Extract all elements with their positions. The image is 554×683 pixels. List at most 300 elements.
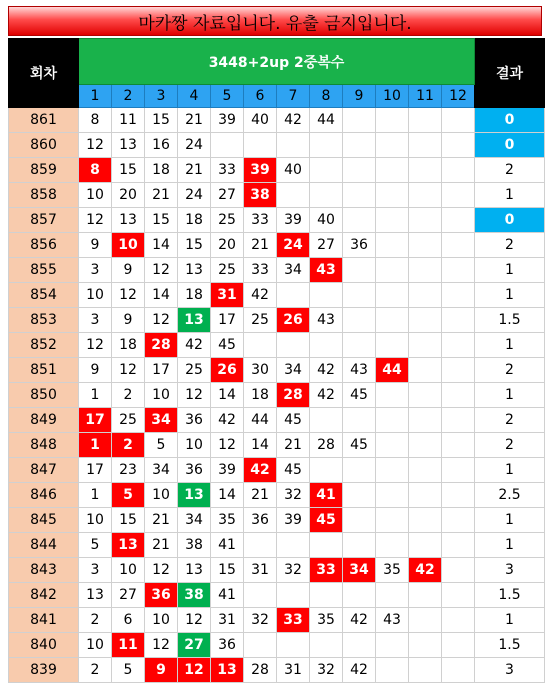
number-cell: 42 [310,358,343,383]
round-cell: 861 [9,108,79,133]
table-row [9,383,545,408]
number-cell: 14 [211,383,244,408]
number-cell [310,408,343,433]
number-cell [442,183,475,208]
number-cell: 25 [211,258,244,283]
number-cell: 10 [79,633,112,658]
number-cell [376,433,409,458]
number-cell: 44 [244,408,277,433]
number-cell: 12 [79,333,112,358]
number-cell: 35 [211,508,244,533]
result-cell: 1.5 [475,583,545,608]
number-cell: 13 [112,208,145,233]
table-row [9,133,545,158]
hit-number-cell: 28 [145,333,178,358]
number-cell [409,158,442,183]
number-cell: 12 [145,558,178,583]
result-cell: 1.5 [475,633,545,658]
hit-number-cell: 43 [310,258,343,283]
number-cell [409,483,442,508]
number-cell [442,508,475,533]
number-cell: 42 [343,658,376,683]
number-cell [244,533,277,558]
number-cell: 10 [112,558,145,583]
number-cell: 44 [310,108,343,133]
number-cell [310,333,343,358]
number-cell: 40 [277,158,310,183]
number-cell [343,408,376,433]
number-cell [343,283,376,308]
table-body [9,108,545,683]
number-cell [409,508,442,533]
table-row [9,233,545,258]
number-cell [409,108,442,133]
number-cell [343,208,376,233]
number-cell: 43 [310,308,343,333]
number-cell [442,133,475,158]
hit-number-cell: 9 [145,658,178,683]
number-cell: 16 [145,133,178,158]
number-cell: 15 [112,508,145,533]
number-cell [277,633,310,658]
number-cell: 18 [145,158,178,183]
number-cell: 9 [79,233,112,258]
hit-number-cell: 28 [277,383,310,408]
number-cell: 15 [145,208,178,233]
number-cell: 36 [178,408,211,433]
column-header: 9 [343,85,376,108]
hit-number-cell: 1 [79,433,112,458]
hit-number-cell: 44 [376,358,409,383]
number-cell: 13 [79,583,112,608]
result-cell: 1 [475,258,545,283]
hit-number-cell: 13 [112,533,145,558]
number-cell: 33 [211,158,244,183]
column-header: 12 [442,85,475,108]
number-cell [409,533,442,558]
number-cell: 25 [211,208,244,233]
number-cell [310,183,343,208]
number-cell: 20 [112,183,145,208]
number-cell: 9 [79,358,112,383]
round-cell: 856 [9,233,79,258]
number-cell: 32 [277,483,310,508]
hit-number-cell: 17 [79,408,112,433]
column-header: 7 [277,85,310,108]
round-cell: 850 [9,383,79,408]
number-cell: 12 [178,383,211,408]
number-cell [409,433,442,458]
table-row [9,558,545,583]
number-cell: 45 [277,458,310,483]
round-cell: 844 [9,533,79,558]
number-cell [310,583,343,608]
number-cell: 24 [178,183,211,208]
column-header: 8 [310,85,343,108]
number-cell: 43 [343,358,376,383]
number-cell: 14 [145,283,178,308]
round-cell: 859 [9,158,79,183]
number-cell: 21 [277,433,310,458]
result-cell: 1 [475,508,545,533]
number-cell [442,108,475,133]
result-cell: 0 [475,208,545,233]
number-cell: 32 [277,558,310,583]
result-cell: 2 [475,433,545,458]
number-cell [409,408,442,433]
number-cell: 10 [79,183,112,208]
number-cell [442,633,475,658]
result-cell: 2 [475,158,545,183]
number-cell [409,358,442,383]
number-cell [244,133,277,158]
number-cell: 32 [244,608,277,633]
number-cell: 5 [112,658,145,683]
number-cell [376,583,409,608]
number-cell: 40 [244,108,277,133]
number-cell: 25 [244,308,277,333]
number-cell [442,233,475,258]
number-cell: 36 [343,233,376,258]
number-cell: 39 [277,508,310,533]
number-cell: 40 [310,208,343,233]
number-cell: 25 [112,408,145,433]
number-cell: 21 [145,533,178,558]
number-cell: 42 [244,283,277,308]
hit-number-cell: 2 [112,433,145,458]
warning-banner: 마카짱 자료입니다. 유출 금지입니다. [8,6,542,36]
result-header: 결과 [475,39,545,108]
number-cell: 17 [79,458,112,483]
number-cell: 14 [145,233,178,258]
number-cell [376,233,409,258]
number-cell: 14 [211,483,244,508]
number-cell: 9 [112,258,145,283]
number-cell [310,283,343,308]
number-cell [442,308,475,333]
number-cell: 9 [112,308,145,333]
number-cell: 10 [79,283,112,308]
number-cell: 10 [145,608,178,633]
number-cell: 5 [145,433,178,458]
number-cell: 21 [145,183,178,208]
result-cell: 1 [475,383,545,408]
table-row [9,258,545,283]
round-cell: 851 [9,358,79,383]
number-cell: 1 [79,483,112,508]
number-cell: 34 [178,508,211,533]
hit-number-cell: 26 [211,358,244,383]
round-cell: 843 [9,558,79,583]
table-row [9,633,545,658]
number-cell [376,658,409,683]
column-header: 4 [178,85,211,108]
table-row [9,458,545,483]
hit-number-cell: 34 [343,558,376,583]
number-cell: 12 [178,608,211,633]
result-cell: 0 [475,133,545,158]
number-cell [343,308,376,333]
number-cell: 14 [244,433,277,458]
number-cell [376,408,409,433]
result-cell: 2 [475,408,545,433]
number-cell: 13 [178,558,211,583]
number-cell [376,458,409,483]
hit-number-cell: 38 [244,183,277,208]
result-cell: 2.5 [475,483,545,508]
result-cell: 1 [475,458,545,483]
number-cell [376,108,409,133]
number-cell: 8 [79,108,112,133]
number-cell [343,458,376,483]
number-cell [376,333,409,358]
round-cell: 852 [9,333,79,358]
table-row [9,433,545,458]
number-cell [442,583,475,608]
hit-number-cell: 24 [277,233,310,258]
number-cell: 42 [277,108,310,133]
number-cell [343,158,376,183]
number-cell: 15 [178,233,211,258]
result-cell: 1 [475,333,545,358]
number-cell [376,383,409,408]
hit-number-cell: 33 [310,558,343,583]
table-row [9,483,545,508]
number-cell [310,458,343,483]
number-cell [343,108,376,133]
number-cell: 34 [145,458,178,483]
number-cell [343,333,376,358]
number-cell: 10 [79,508,112,533]
result-cell: 3 [475,658,545,683]
round-cell: 858 [9,183,79,208]
result-cell: 3 [475,558,545,583]
round-cell: 860 [9,133,79,158]
hit-number-cell: 41 [310,483,343,508]
number-cell: 12 [145,258,178,283]
column-header-row [9,85,545,108]
column-header: 1 [79,85,112,108]
table-row [9,608,545,633]
number-cell [310,633,343,658]
hit-number-cell: 26 [277,308,310,333]
number-cell: 41 [211,583,244,608]
number-cell [343,583,376,608]
number-cell: 33 [244,258,277,283]
number-cell: 28 [310,433,343,458]
number-cell: 17 [211,308,244,333]
result-cell: 2 [475,233,545,258]
number-cell: 12 [112,358,145,383]
number-cell [277,333,310,358]
table-row [9,508,545,533]
number-cell [442,158,475,183]
table-row [9,158,545,183]
column-header: 10 [376,85,409,108]
number-cell: 3 [79,558,112,583]
number-cell: 21 [145,508,178,533]
number-cell [442,333,475,358]
hit-number-cell: 12 [178,658,211,683]
number-cell [376,258,409,283]
hit-number-cell: 13 [178,483,211,508]
results-table [8,38,545,683]
number-cell [442,258,475,283]
table-row [9,208,545,233]
number-cell: 30 [244,358,277,383]
column-header: 5 [211,85,244,108]
number-cell [376,283,409,308]
number-cell: 39 [277,208,310,233]
round-cell: 855 [9,258,79,283]
number-cell [409,233,442,258]
number-cell: 27 [211,183,244,208]
number-cell: 36 [178,458,211,483]
number-cell [310,158,343,183]
hit-number-cell: 13 [211,658,244,683]
number-cell: 42 [211,408,244,433]
number-cell: 28 [244,658,277,683]
table-row [9,283,545,308]
number-cell: 13 [178,258,211,283]
table-row [9,108,545,133]
table-row [9,183,545,208]
round-cell: 839 [9,658,79,683]
number-cell: 36 [211,633,244,658]
number-cell [244,583,277,608]
number-cell: 18 [244,383,277,408]
round-cell: 847 [9,458,79,483]
round-cell: 842 [9,583,79,608]
number-cell: 42 [178,333,211,358]
round-cell: 854 [9,283,79,308]
number-cell: 21 [244,483,277,508]
number-cell [310,533,343,558]
number-cell: 23 [112,458,145,483]
number-cell: 31 [277,658,310,683]
number-cell: 42 [310,383,343,408]
round-cell: 853 [9,308,79,333]
number-cell: 6 [112,608,145,633]
hit-number-cell: 42 [409,558,442,583]
number-cell [277,183,310,208]
number-cell: 12 [79,133,112,158]
number-cell [409,208,442,233]
number-cell [442,208,475,233]
number-cell [409,608,442,633]
round-cell: 849 [9,408,79,433]
number-cell [442,383,475,408]
hit-number-cell: 36 [145,583,178,608]
number-cell [442,433,475,458]
number-cell: 39 [211,108,244,133]
number-cell: 11 [112,108,145,133]
number-cell: 45 [211,333,244,358]
number-cell: 20 [211,233,244,258]
number-cell [409,258,442,283]
number-cell: 15 [145,108,178,133]
column-header: 11 [409,85,442,108]
hit-number-cell: 8 [79,158,112,183]
column-header: 3 [145,85,178,108]
number-cell [244,333,277,358]
table-row [9,308,545,333]
hit-number-cell: 45 [310,508,343,533]
number-cell: 31 [211,608,244,633]
number-cell: 1 [79,383,112,408]
number-cell [409,383,442,408]
number-cell: 45 [343,383,376,408]
number-cell: 36 [244,508,277,533]
round-cell: 841 [9,608,79,633]
hit-number-cell: 27 [178,633,211,658]
hit-number-cell: 42 [244,458,277,483]
number-cell [376,208,409,233]
number-cell: 35 [376,558,409,583]
number-cell: 34 [277,258,310,283]
hit-number-cell: 39 [244,158,277,183]
number-cell: 10 [145,483,178,508]
number-cell: 41 [211,533,244,558]
number-cell [376,508,409,533]
number-cell [310,133,343,158]
number-cell [376,633,409,658]
number-cell [376,183,409,208]
table-row [9,533,545,558]
number-cell: 2 [79,658,112,683]
number-cell [277,283,310,308]
number-cell [442,408,475,433]
number-cell: 27 [310,233,343,258]
number-cell [376,533,409,558]
number-cell: 43 [376,608,409,633]
number-cell: 45 [343,433,376,458]
number-cell: 21 [178,108,211,133]
hit-number-cell: 33 [277,608,310,633]
number-cell: 32 [310,658,343,683]
number-cell [343,183,376,208]
result-cell: 2 [475,358,545,383]
number-cell [211,133,244,158]
result-cell: 1 [475,183,545,208]
number-cell: 24 [178,133,211,158]
number-cell: 34 [277,358,310,383]
number-cell: 10 [145,383,178,408]
table-row [9,583,545,608]
result-cell: 1 [475,533,545,558]
number-cell: 39 [211,458,244,483]
number-cell [376,158,409,183]
column-header: 6 [244,85,277,108]
number-cell: 18 [112,333,145,358]
result-cell: 1 [475,283,545,308]
number-cell: 17 [145,358,178,383]
number-cell [343,508,376,533]
number-cell [376,483,409,508]
hit-number-cell: 10 [112,233,145,258]
number-cell [442,608,475,633]
number-cell: 18 [178,208,211,233]
hit-number-cell: 13 [178,308,211,333]
number-cell [277,583,310,608]
number-cell: 15 [112,158,145,183]
number-cell [244,633,277,658]
number-cell [277,533,310,558]
number-cell: 12 [211,433,244,458]
table-row [9,658,545,683]
number-cell [442,283,475,308]
number-cell: 31 [244,558,277,583]
